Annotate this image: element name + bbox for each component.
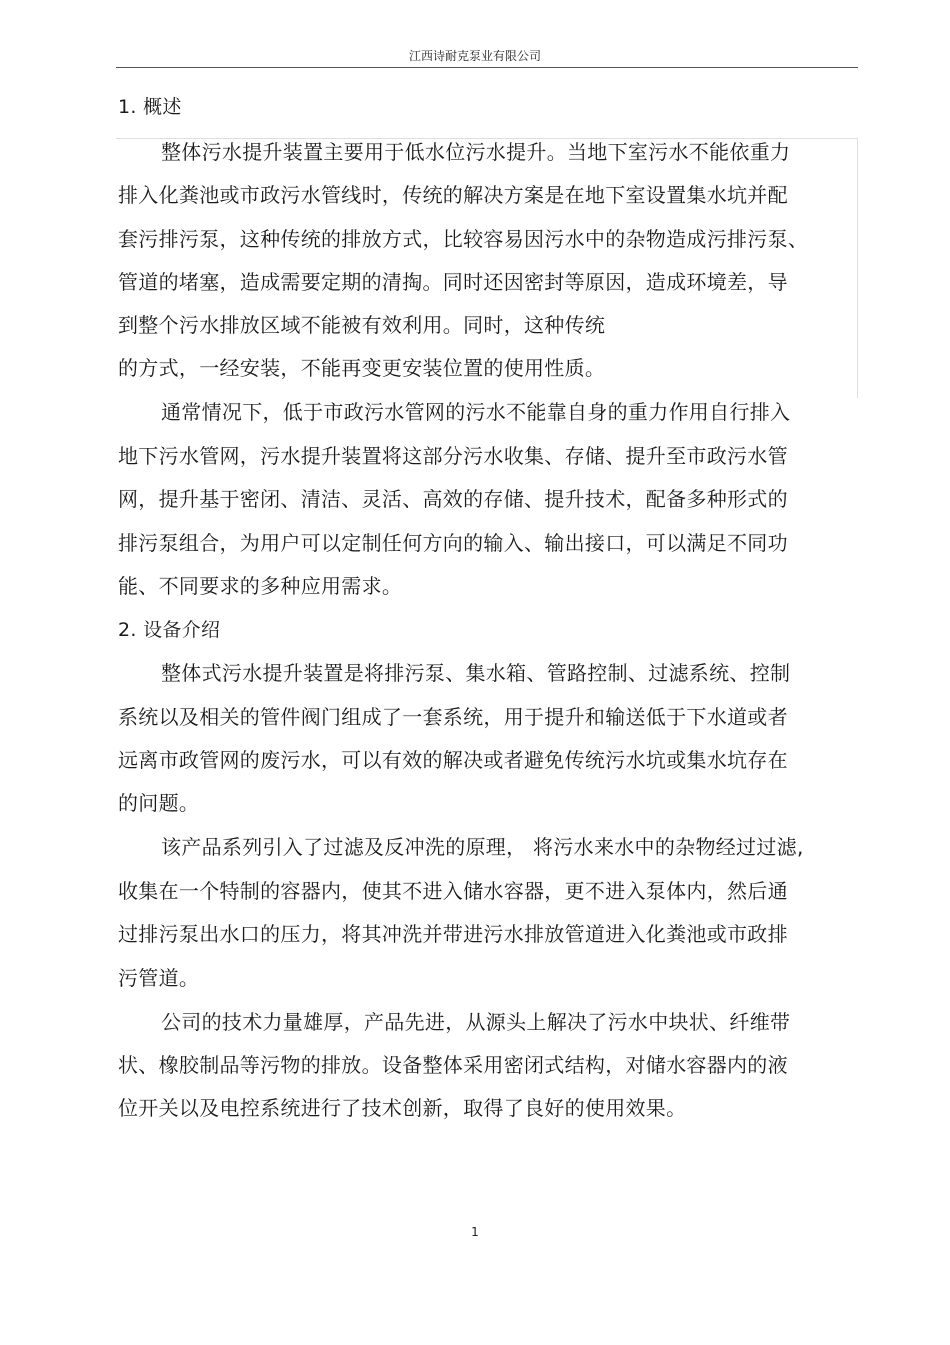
text-box-top-border bbox=[116, 138, 858, 139]
text-line: 公司的技术力量雄厚，产品先进，从源头上解决了污水中块状、纤维带 bbox=[161, 1010, 791, 1034]
text-line: 收集在一个特制的容器内，使其不进入储水容器，更不进入泵体内，然后通 bbox=[118, 879, 788, 903]
section-heading-equipment: 2. 设备介绍 bbox=[118, 619, 221, 641]
text-line: 通常情况下，低于市政污水管网的污水不能靠自身的重力作用自行排入 bbox=[161, 400, 791, 424]
header-company-name: 江西诗耐克泵业有限公司 bbox=[408, 49, 541, 63]
text-line: 管道的堵塞，造成需要定期的清掏。同时还因密封等原因，造成环境差，导 bbox=[118, 270, 788, 294]
text-line: 状、橡胶制品等污物的排放。设备整体采用密闭式结构，对储水容器内的液 bbox=[118, 1053, 788, 1077]
text-line: 系统以及相关的管件阀门组成了一套系统，用于提升和输送低于下水道或者 bbox=[118, 705, 788, 729]
text-line: 整体式污水提升装置是将排污泵、集水箱、管路控制、过滤系统、控制 bbox=[161, 661, 791, 685]
text-line: 过排污泵出水口的压力，将其冲洗并带进污水排放管道进入化粪池或市政排 bbox=[118, 922, 788, 946]
text-line: 网，提升基于密闭、清洁、灵活、高效的存储、提升技术，配备多种形式的 bbox=[118, 487, 788, 511]
text-line: 污管道。 bbox=[118, 966, 200, 990]
text-line: 排污泵组合，为用户可以定制任何方向的输入、输出接口，可以满足不同功 bbox=[118, 531, 788, 555]
text-line: 的问题。 bbox=[118, 791, 200, 815]
page-number: 1 bbox=[471, 1225, 479, 1239]
text-box-right-border bbox=[857, 138, 858, 398]
text-line: 的方式，一经安装，不能再变更安装位置的使用性质。 bbox=[118, 356, 606, 380]
text-line: 套污排污泵，这种传统的排放方式，比较容易因污水中的杂物造成污排污泵、 bbox=[118, 227, 809, 251]
text-line: 该产品系列引入了过滤及反冲洗的原理， 将污水来水中的杂物经过过滤, bbox=[161, 835, 804, 859]
text-line: 排入化粪池或市政污水管线时，传统的解决方案是在地下室设置集水坑并配 bbox=[118, 183, 788, 207]
text-line: 地下污水管网，污水提升装置将这部分污水收集、存储、提升至市政污水管 bbox=[118, 444, 788, 468]
text-line: 到整个污水排放区域不能被有效利用。同时，这种传统 bbox=[118, 313, 606, 337]
text-line: 能、不同要求的多种应用需求。 bbox=[118, 574, 403, 598]
header-rule bbox=[116, 67, 858, 68]
section-heading-overview: 1. 概述 bbox=[118, 96, 182, 118]
text-line: 位开关以及电控系统进行了技术创新，取得了良好的使用效果。 bbox=[118, 1096, 687, 1120]
text-line: 整体污水提升装置主要用于低水位污水提升。当地下室污水不能依重力 bbox=[161, 140, 791, 164]
text-line: 远离市政管网的废污水，可以有效的解决或者避免传统污水坑或集水坑存在 bbox=[118, 748, 788, 772]
